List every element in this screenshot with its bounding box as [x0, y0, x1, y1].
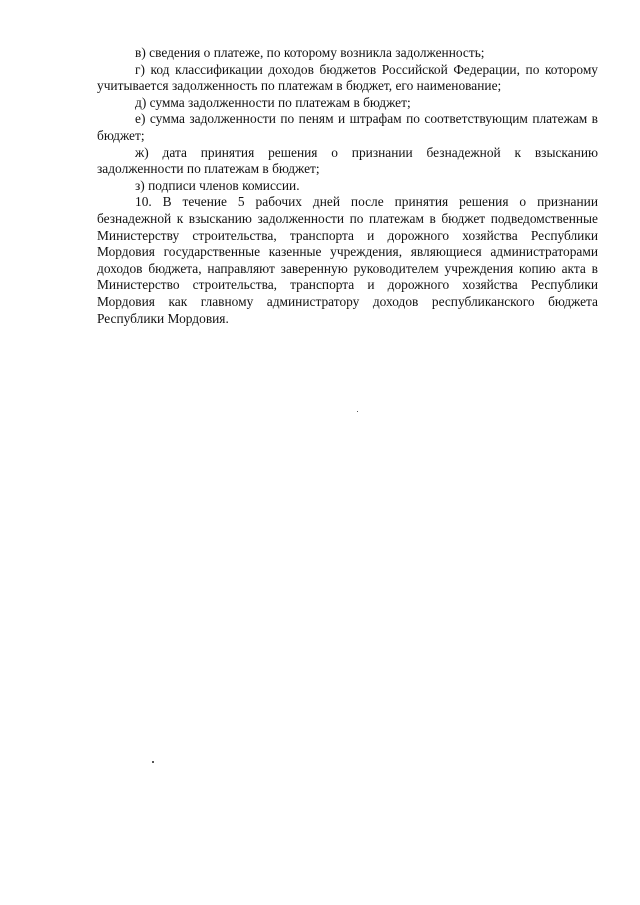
paragraph-v: в) сведения о платеже, по которому возникла задолженность; [135, 45, 485, 60]
paragraph-g: г) код классификации доходов бюджетов Российской Федерации, по которому учитывается задолженность по платежам в бюджет, его наименование; [97, 61, 598, 94]
scan-speck [357, 411, 358, 412]
document-body [97, 45, 598, 327]
paragraph-e: е) сумма задолженности по пеням и штрафам по соответствующим платежам в бюджет; [97, 111, 598, 143]
paragraph-zh: ж) дата принятия решения о признании безнадежной к взысканию задолженности по платежам в бюджет; [97, 144, 598, 177]
paragraph-d: д) сумма задолженности по платежам в бюджет; [135, 94, 411, 110]
paragraph-z: з) подписи членов комиссии. [135, 177, 300, 193]
scan-speck [152, 761, 154, 763]
paragraph-10: 10. В течение 5 рабочих дней после принятия решения о признании безнадежной к взысканию задолженности по платежам в бюджет подведомственные Министерству строительства, транспорта и дорожного хозяйства Республики Мордовия государственные казенные учреждения, являющиеся администраторами доходов бюджета, направляют заверенную руководителем учреждения копию акта в Министерство строительства, транспорта и дорожного хозяйства Республики Мордовия как главному администратору доходов республиканского бюджета Республики Мордовия. [97, 194, 598, 326]
